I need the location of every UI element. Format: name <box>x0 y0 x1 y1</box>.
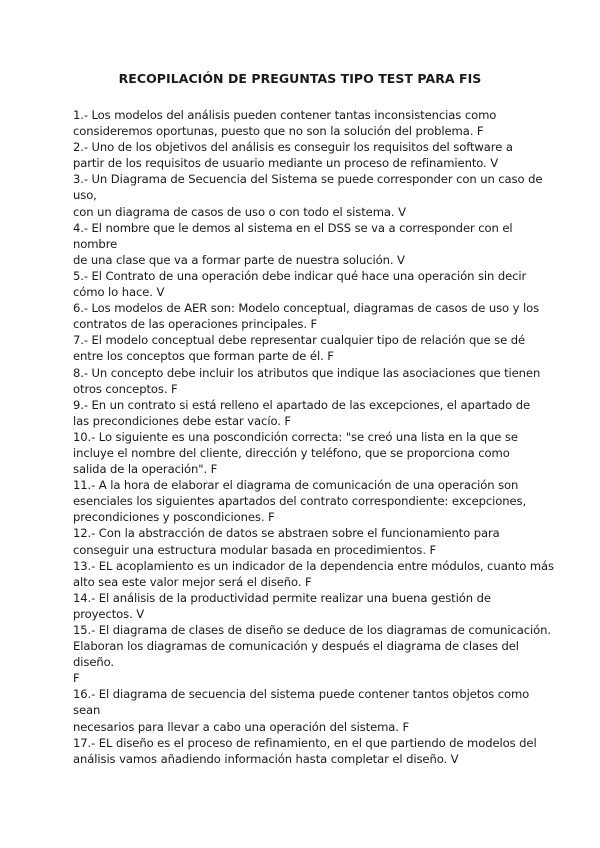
text-line: consideremos oportunas, puesto que no son la solución del problema. F <box>73 124 484 139</box>
text-line: esenciales los siguientes apartados del contrato correspondiente: excepciones, <box>73 494 527 509</box>
text-line: 2.- Uno de los objetivos del análisis es conseguir los requisitos del software a <box>73 140 513 155</box>
text-line: incluye el nombre del cliente, dirección y teléfono, que se proporciona como <box>73 445 510 460</box>
text-line: 14.- El análisis de la productividad permite realizar una buena gestión de <box>73 590 491 605</box>
document-title: RECOPILACIÓN DE PREGUNTAS TIPO TEST PARA FIS <box>118 71 482 86</box>
text-line: 17.- EL diseño es el proceso de refinamiento, en el que partiendo de modelos del <box>73 735 537 750</box>
text-line: necesarios para llevar a cabo una operación del sistema. F <box>73 719 410 734</box>
text-line: salida de la operación". F <box>73 462 218 477</box>
text-line: precondiciones y poscondiciones. F <box>73 510 275 525</box>
text-line: otros conceptos. F <box>73 381 178 396</box>
text-line: alto sea este valor mejor será el diseño. F <box>73 574 312 589</box>
text-line: 7.- El modelo conceptual debe representar cualquier tipo de relación que se dé <box>73 333 525 348</box>
text-line: entre los conceptos que forman parte de él. F <box>73 349 334 364</box>
text-line: contratos de las operaciones principales. F <box>73 317 318 332</box>
text-line: las precondiciones debe estar vacío. F <box>73 413 291 428</box>
text-line: 12.- Con la abstracción de datos se abstraen sobre el funcionamiento para <box>73 526 500 541</box>
text-line: 10.- Lo siguiente es una poscondición correcta: "se creó una lista en la que se <box>73 429 518 444</box>
text-line: de una clase que va a formar parte de nuestra solución. V <box>73 252 405 267</box>
text-line: 9.- En un contrato si está relleno el apartado de las excepciones, el apartado de <box>73 397 531 412</box>
text-line: nombre <box>73 236 118 251</box>
document-body <box>73 107 554 767</box>
text-line: F <box>73 671 80 686</box>
text-line: 16.- El diagrama de secuencia del sistema puede contener tantos objetos como <box>73 687 530 702</box>
text-line: diseño. <box>73 655 114 670</box>
text-line: análisis vamos añadiendo información hasta completar el diseño. V <box>73 751 459 766</box>
text-line: conseguir una estructura modular basada en procedimientos. F <box>73 542 437 557</box>
text-line: 5.- El Contrato de una operación debe indicar qué hace una operación sin decir <box>73 268 527 283</box>
text-line: 13.- EL acoplamiento es un indicador de la dependencia entre módulos, cuanto más <box>73 558 554 573</box>
text-line: 3.- Un Diagrama de Secuencia del Sistema se puede corresponder con un caso de <box>73 172 543 187</box>
text-line: 1.- Los modelos del análisis pueden contener tantas inconsistencias como <box>73 108 497 122</box>
text-line: partir de los requisitos de usuario mediante un proceso de refinamiento. V <box>73 156 499 171</box>
text-line: sean <box>73 703 101 718</box>
text-line: Elaboran los diagramas de comunicación y después el diagrama de clases del <box>73 639 519 654</box>
text-line: 6.- Los modelos de AER son: Modelo conceptual, diagramas de casos de uso y los <box>73 301 540 316</box>
text-line: proyectos. V <box>73 606 145 621</box>
text-line: 15.- El diagrama de clases de diseño se deduce de los diagramas de comunicación. <box>73 623 551 637</box>
text-line: con un diagrama de casos de uso o con todo el sistema. V <box>73 204 406 219</box>
text-line: cómo lo hace. V <box>73 285 165 300</box>
text-line: 11.- A la hora de elaborar el diagrama de comunicación de una operación son <box>73 478 519 493</box>
text-line: uso, <box>73 188 97 203</box>
text-line: 4.- El nombre que le demos al sistema en el DSS se va a corresponder con el <box>73 220 513 235</box>
text-line: 8.- Un concepto debe incluir los atributos que indique las asociaciones que tienen <box>73 365 541 380</box>
